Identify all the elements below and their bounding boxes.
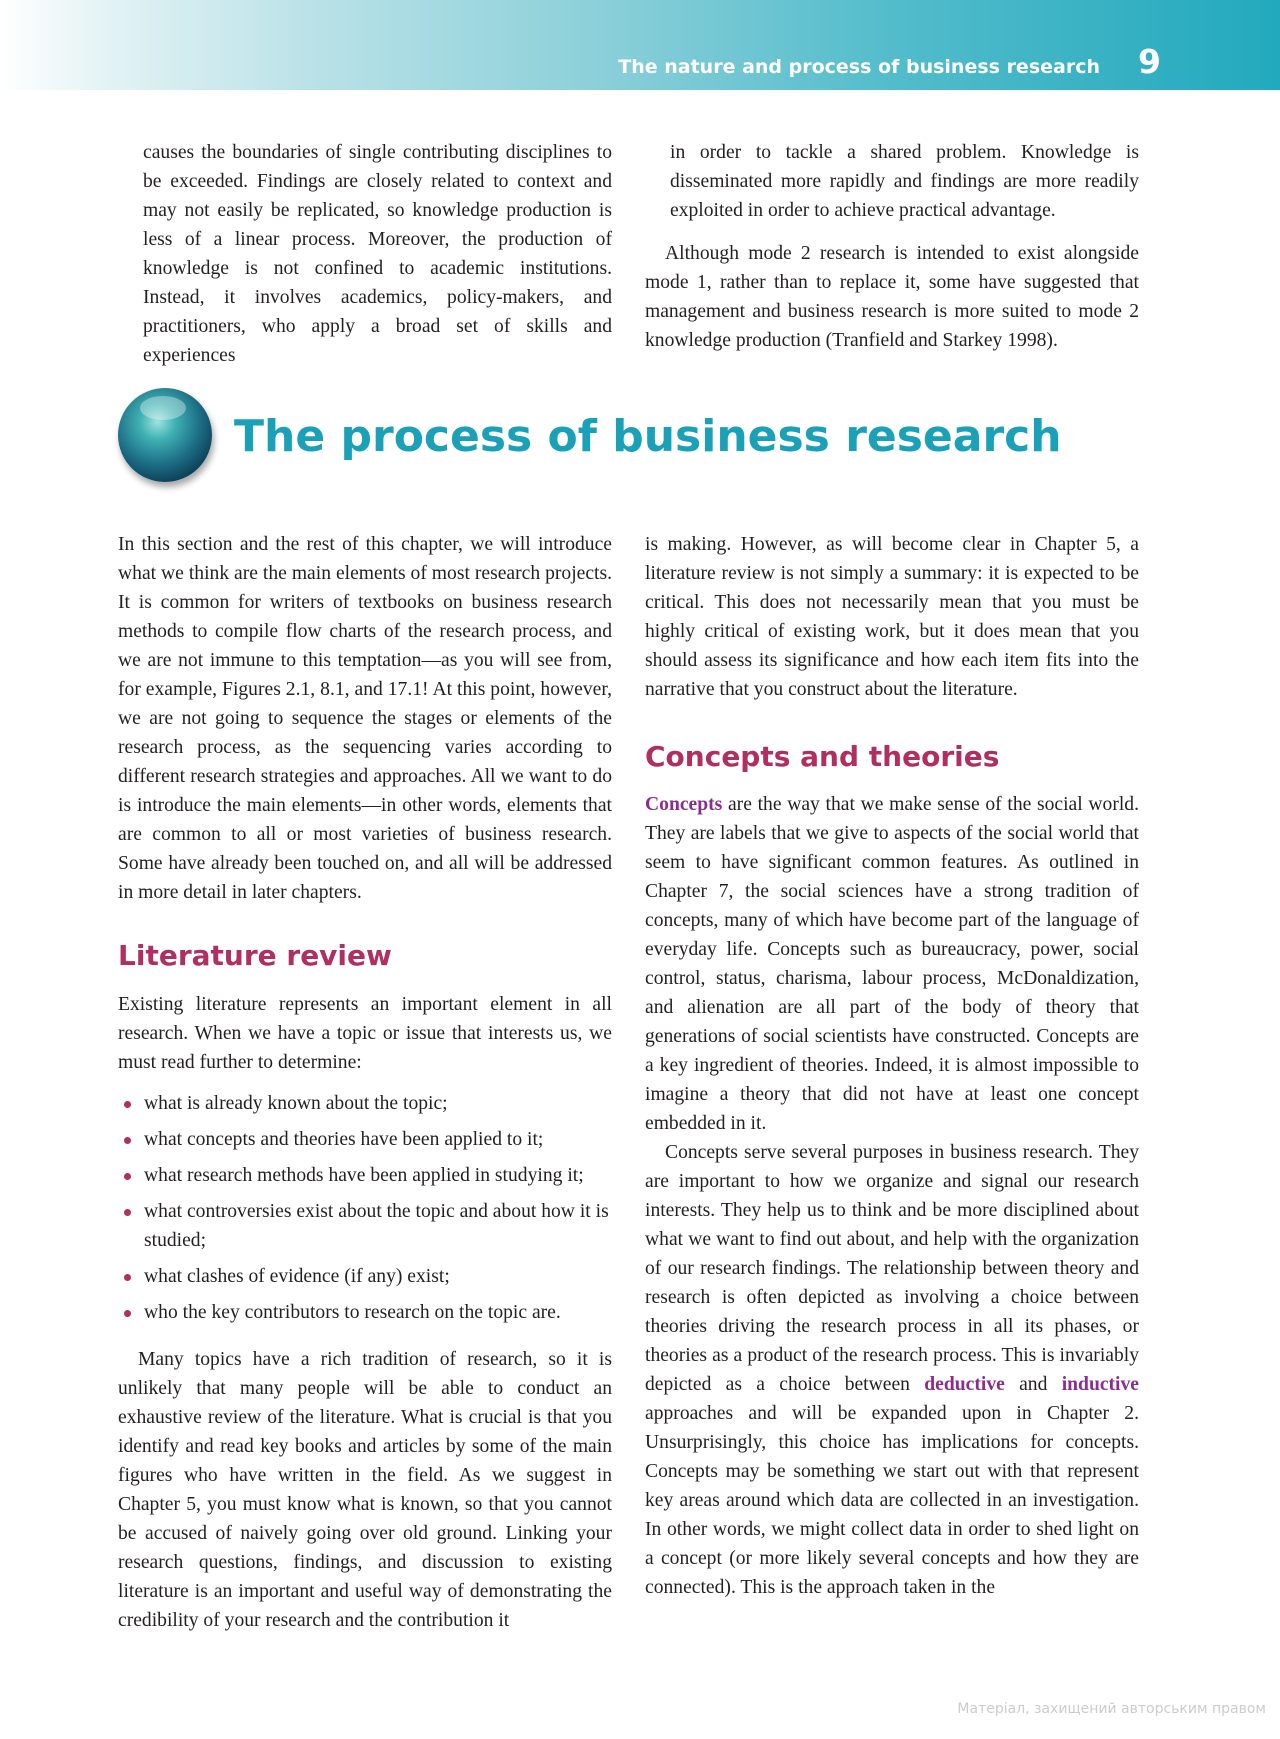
list-item: what clashes of evidence (if any) exist; — [118, 1262, 612, 1291]
bullet-icon — [124, 1209, 131, 1216]
concepts-heading: Concepts and theories — [645, 740, 1000, 773]
page-number: 9 — [1138, 42, 1161, 81]
literature-review-paragraph-2: Many topics have a rich tradition of research, so it is unlikely that many people will be able to conduct an exhaustive review of the literature. What is crucial is that you identify and read key books and articles by some of the main figures who have written in the field. As we suggest in Chapter 5, you must know what is known, so that you cannot be accused of naively going over old ground. Linking your research questions, findings, and discussion to existing literature is an important and useful way of demonstrating the credibility of your research and the contribution it — [118, 1349, 612, 1631]
list-item: what concepts and theories have been applied to it; — [118, 1125, 612, 1154]
copyright-watermark: Матеріал, захищений авторським правом — [957, 1701, 1266, 1717]
concepts-paragraph-1: Concepts are the way that we make sense of the social world. They are labels that we give to aspects of the social world that seem to have significant common features. As outlined in Chapter 7, the social sciences have a strong tradition of concepts, many of which have become part of the language of everyday life. Concepts such as bureaucracy, power, social control, status, charisma, labour process, McDonaldization, and alienation are all part of the body of theory that generations of social scientists have constructed. Concepts are a key ingredient of theories. Indeed, it is almost impossible to imagine a theory that did not have at least one concept embedded in it. — [645, 794, 1139, 1134]
header-band — [0, 0, 1280, 90]
term-inductive: inductive — [1061, 1374, 1139, 1395]
list-item: what is already known about the topic; — [118, 1089, 612, 1118]
term-concepts: Concepts — [645, 794, 723, 815]
bullet-icon — [124, 1101, 131, 1108]
literature-review-heading: Literature review — [118, 939, 392, 972]
bullet-icon — [124, 1137, 131, 1144]
term-deductive: deductive — [924, 1374, 1005, 1395]
bullet-icon — [124, 1274, 131, 1281]
literature-review-list — [118, 1089, 612, 1334]
list-item: what controversies exist about the topic and about how it is studied; — [118, 1197, 612, 1255]
intro-paragraph: In this section and the rest of this chapter, we will introduce what we think are the main elements of most research projects. It is common for writers of textbooks on business research methods to compile flow charts of the research process, and we are not immune to this temptation—as you will see from, for example, Figures 2.1, 8.1, and 17.1! At this point, however, we are not going to sequence the stages or elements of the research process, as the sequencing varies according to different research strategies and approaches. All we want to do is introduce the main elements—in other words, elements that are common to all or most varieties of business research. Some have already been touched on, and all will be addressed in more detail in later chapters. — [118, 534, 612, 903]
literature-review-continuation: is making. However, as will become clear in Chapter 5, a literature review is not simply a summary: it is expected to be critical. This does not necessarily mean that you must be highly critical of existing work, but it does mean that you should assess its significance and how each item fits into the narrative that you construct about the literature. — [645, 534, 1139, 700]
concepts-paragraph-2: Concepts serve several purposes in business research. They are important to how we organize and signal our research interests. They help us to think and be more disciplined about what we want to find out about, and help with the organization of our research findings. The relationship between theory and research is often depicted as involving a choice between theories driving the research process in all its phases, or theories as a product of the research process. This is invariably depicted as a choice between deductive and inductive approaches and will be expanded upon in Chapter 2. Unsurprisingly, this choice has implications for concepts. Concepts may be something we start out with that represent key areas around which data are collected in an investigation. In other words, we might collect data in order to shed light on a concept (or more likely several concepts and how they are connected). This is the approach taken in the — [645, 1142, 1139, 1598]
top-left-paragraph: causes the boundaries of single contributing disciplines to be exceeded. Findings are closely related to context and may not easily be replicated, so knowledge production is less of a linear process. Moreover, the production of knowledge is not confined to academic institutions. Instead, it involves academics, policy-makers, and practitioners, who apply a broad set of skills and experiences — [143, 142, 612, 366]
section-heading: The process of business research — [234, 411, 1062, 462]
section-orb-icon — [118, 388, 212, 482]
bullet-icon — [124, 1173, 131, 1180]
literature-review-intro: Existing literature represents an important element in all research. When we have a topic or issue that interests us, we must read further to determine: — [118, 994, 612, 1073]
bullet-icon — [124, 1310, 131, 1317]
top-right-paragraph-1: in order to tackle a shared problem. Knowledge is disseminated more rapidly and findings are more readily exploited in order to achieve practical advantage. — [670, 142, 1139, 221]
list-item: what research methods have been applied in studying it; — [118, 1161, 612, 1190]
running-head: The nature and process of business research — [618, 56, 1100, 78]
top-right-paragraph-2: Although mode 2 research is intended to exist alongside mode 1, rather than to replace it, some have suggested that management and business research is more suited to mode 2 knowledge production (Tranfield and Starkey 1998). — [645, 243, 1139, 351]
list-item: who the key contributors to research on the topic are. — [118, 1298, 612, 1327]
